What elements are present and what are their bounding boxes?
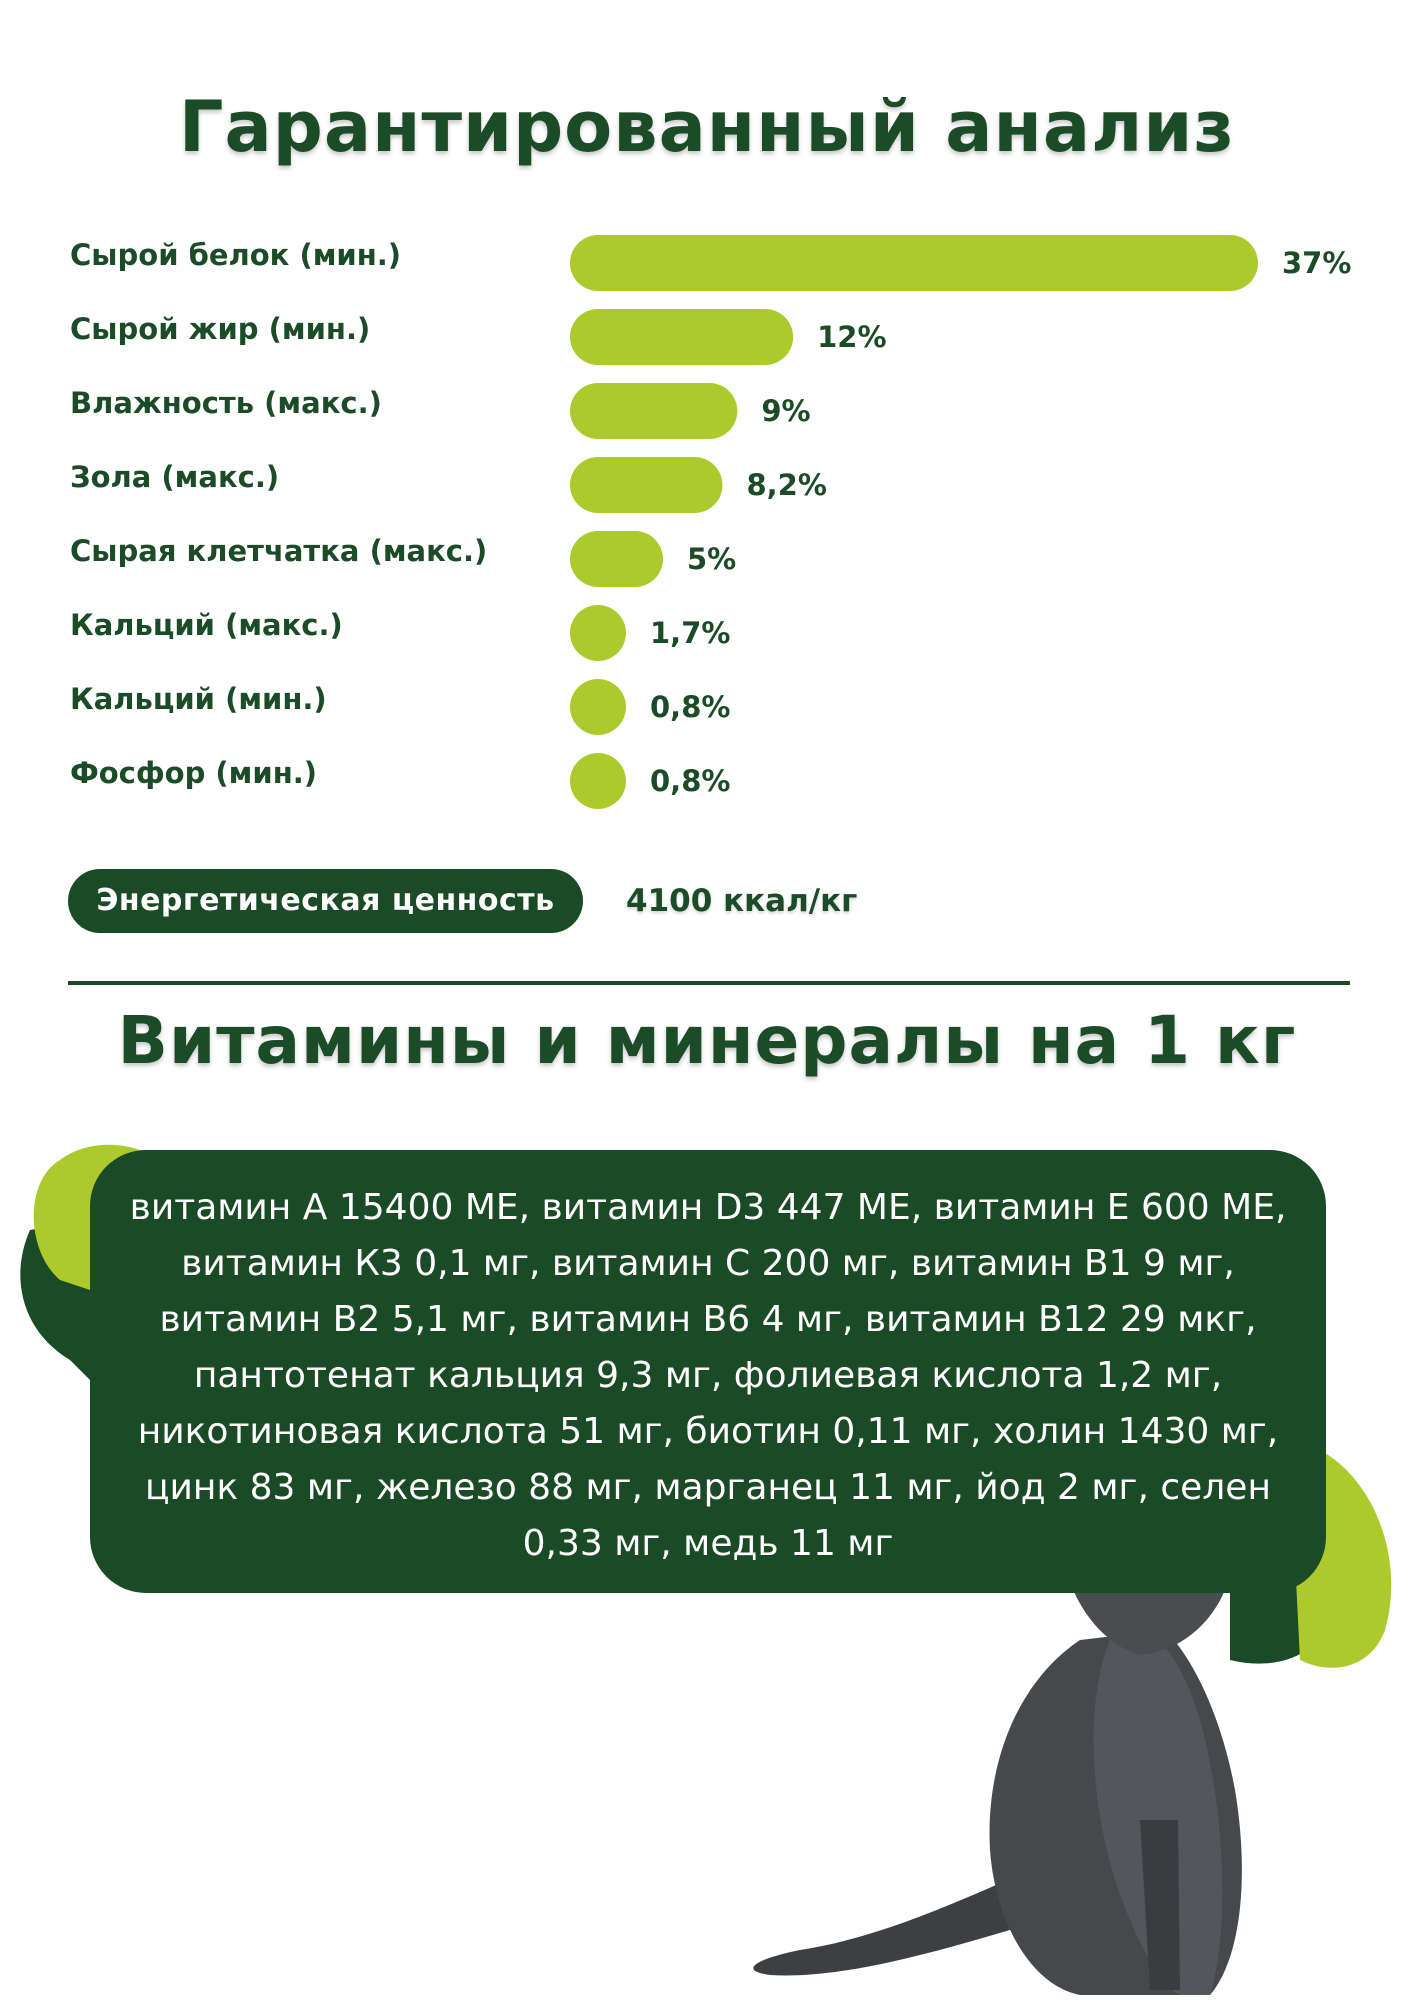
vitamins-title: Витамины и минералы на 1 кг xyxy=(117,1002,1297,1079)
energy-value: 4100 ккал/кг xyxy=(626,883,858,919)
category-label: Сырой белок (мин.) xyxy=(70,238,402,272)
value-label: 0,8% xyxy=(650,764,731,798)
category-label: Фосфор (мин.) xyxy=(70,756,318,790)
value-label: 37% xyxy=(1282,246,1352,280)
vitamins-box xyxy=(90,1150,1326,1593)
category-label: Сырой жир (мин.) xyxy=(70,312,371,346)
category-label: Кальций (мин.) xyxy=(70,682,327,716)
category-label: Сырая клетчатка (макс.) xyxy=(70,534,488,568)
data-bar xyxy=(570,383,737,439)
value-label: 9% xyxy=(761,394,811,428)
analysis-bar-chart xyxy=(0,0,1414,840)
category-label: Кальций (макс.) xyxy=(70,608,343,642)
category-label: Зола (макс.) xyxy=(70,460,280,494)
data-bar xyxy=(570,679,626,735)
data-bar xyxy=(570,753,626,809)
data-bar xyxy=(570,457,722,513)
value-label: 0,8% xyxy=(650,690,731,724)
data-bar xyxy=(570,309,793,365)
category-label: Влажность (макс.) xyxy=(70,386,382,420)
value-label: 12% xyxy=(817,320,887,354)
section-divider xyxy=(68,981,1350,985)
value-label: 8,2% xyxy=(746,468,827,502)
data-bar xyxy=(570,605,626,661)
vitamins-text: витамин А 15400 МЕ, витамин D3 447 МЕ, витамин Е 600 МЕ, витамин К3 0,1 мг, витамин С 200 мг, витамин В1 9 мг, витамин В2 5,1 мг, витамин В6 4 мг, витамин В12 29 мкг, пантотенат кальция 9,3 мг, фолиевая кислота 1,2 мг, никотиновая кислота 51 мг, биотин 0,11 мг, холин 1430 мг, цинк 83 мг, железо 88 мг, марганец 11 мг, йод 2 мг, селен 0,33 мг, медь 11 мг xyxy=(129,1187,1287,1564)
energy-label-pill: Энергетическая ценность xyxy=(68,869,583,933)
analysis-title: Гарантированный анализ xyxy=(178,86,1236,168)
data-bar xyxy=(570,531,663,587)
value-label: 1,7% xyxy=(650,616,731,650)
data-bar xyxy=(570,235,1258,291)
value-label: 5% xyxy=(686,542,737,576)
